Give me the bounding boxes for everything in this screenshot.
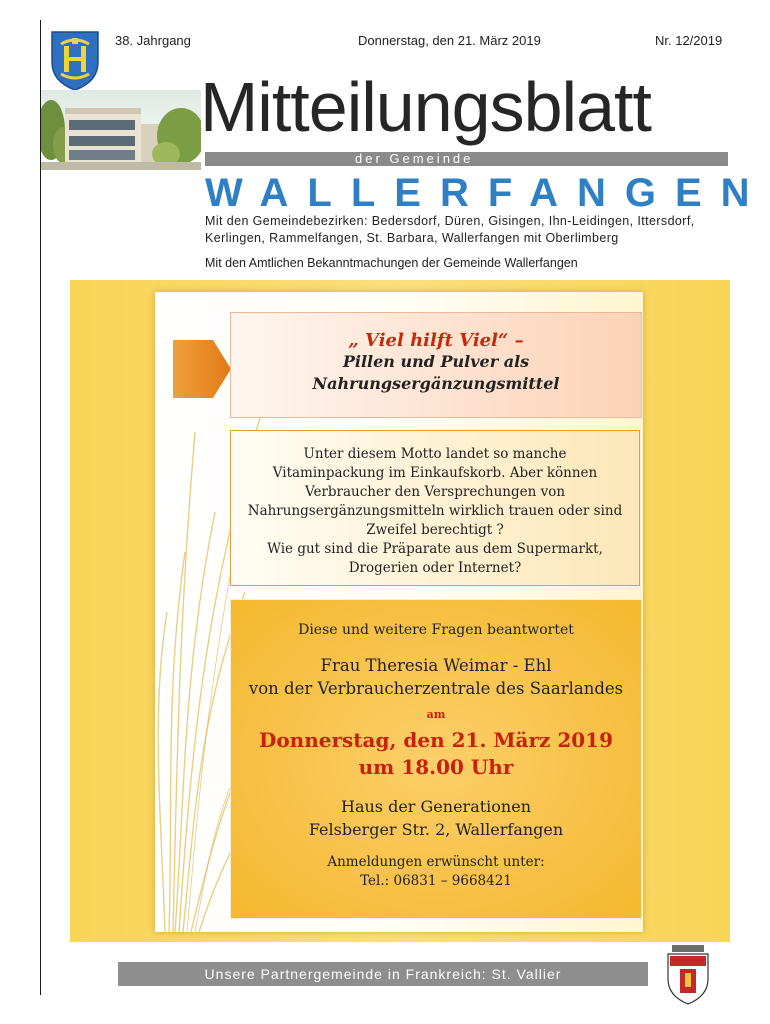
intro-line: Wie gut sind die Präparate aus dem Supermarkt, bbox=[267, 541, 603, 557]
intro-line: Drogerien oder Internet? bbox=[348, 560, 522, 576]
event-title-quote: „ Viel hilft Viel“ – bbox=[348, 330, 524, 351]
intro-line: Verbraucher den Versprechungen von bbox=[304, 484, 566, 500]
event-title-line3: Nahrungsergänzungsmittel bbox=[312, 374, 560, 393]
intro-line: Nahrungsergänzungsmitteln wirklich trauen oder sind bbox=[247, 503, 623, 519]
intro-line: Unter diesem Motto landet so manche bbox=[303, 446, 567, 462]
event-am-label: am bbox=[426, 708, 446, 721]
intro-text-box bbox=[230, 430, 640, 586]
districts-text: Mit den Gemeindebezirken: Bedersdorf, Düren, Gisingen, Ihn-Leidingen, Ittersdorf, Kerlingen, Rammelfangen, St. Barbara, Wallerfangen mit Oberlimberg bbox=[205, 214, 695, 245]
speaker-info bbox=[231, 654, 641, 700]
masthead-subtitle: der Gemeinde bbox=[355, 151, 474, 166]
registration-text: Anmeldungen erwünscht unter: bbox=[327, 854, 545, 870]
venue-name: Haus der Generationen bbox=[340, 797, 531, 816]
official-notice-text: Mit den Amtlichen Bekanntmachungen der Gemeinde Wallerfangen bbox=[205, 256, 578, 270]
arrow-right-icon bbox=[173, 340, 231, 398]
registration-phone: Tel.: 06831 – 9668421 bbox=[360, 873, 512, 889]
event-title-line2: Pillen und Pulver als bbox=[342, 352, 530, 371]
coat-of-arms-icon bbox=[46, 24, 104, 94]
event-datetime bbox=[231, 727, 641, 781]
volume-label: 38. Jahrgang bbox=[115, 33, 191, 48]
issue-number: Nr. 12/2019 bbox=[655, 33, 723, 48]
event-lead-text: Diese und weitere Fragen beantwortet bbox=[298, 622, 574, 638]
registration-info bbox=[231, 853, 641, 891]
issue-date: Donnerstag, den 21. März 2019 bbox=[358, 33, 541, 48]
town-hall-photo bbox=[41, 90, 201, 170]
event-date: Donnerstag, den 21. März 2019 bbox=[259, 728, 613, 752]
speaker-name: Frau Theresia Weimar - Ehl bbox=[320, 656, 552, 675]
event-time: um 18.00 Uhr bbox=[358, 755, 514, 779]
speaker-organisation: von der Verbraucherzentrale des Saarlandes bbox=[248, 679, 624, 698]
event-details-box bbox=[230, 599, 642, 919]
venue-address: Felsberger Str. 2, Wallerfangen bbox=[308, 820, 564, 839]
intro-line: Zweifel berechtigt ? bbox=[366, 522, 504, 538]
town-name: WALLERFANGEN bbox=[205, 171, 769, 215]
partner-coat-of-arms-icon bbox=[664, 945, 712, 1005]
event-venue bbox=[231, 795, 641, 841]
masthead-title: Mitteilungsblatt bbox=[200, 68, 651, 146]
partner-town-bar: Unsere Partnergemeinde in Frankreich: St. Vallier bbox=[118, 962, 648, 986]
event-title-box bbox=[230, 312, 642, 418]
intro-line: Vitaminpackung im Einkaufskorb. Aber können bbox=[272, 465, 598, 481]
